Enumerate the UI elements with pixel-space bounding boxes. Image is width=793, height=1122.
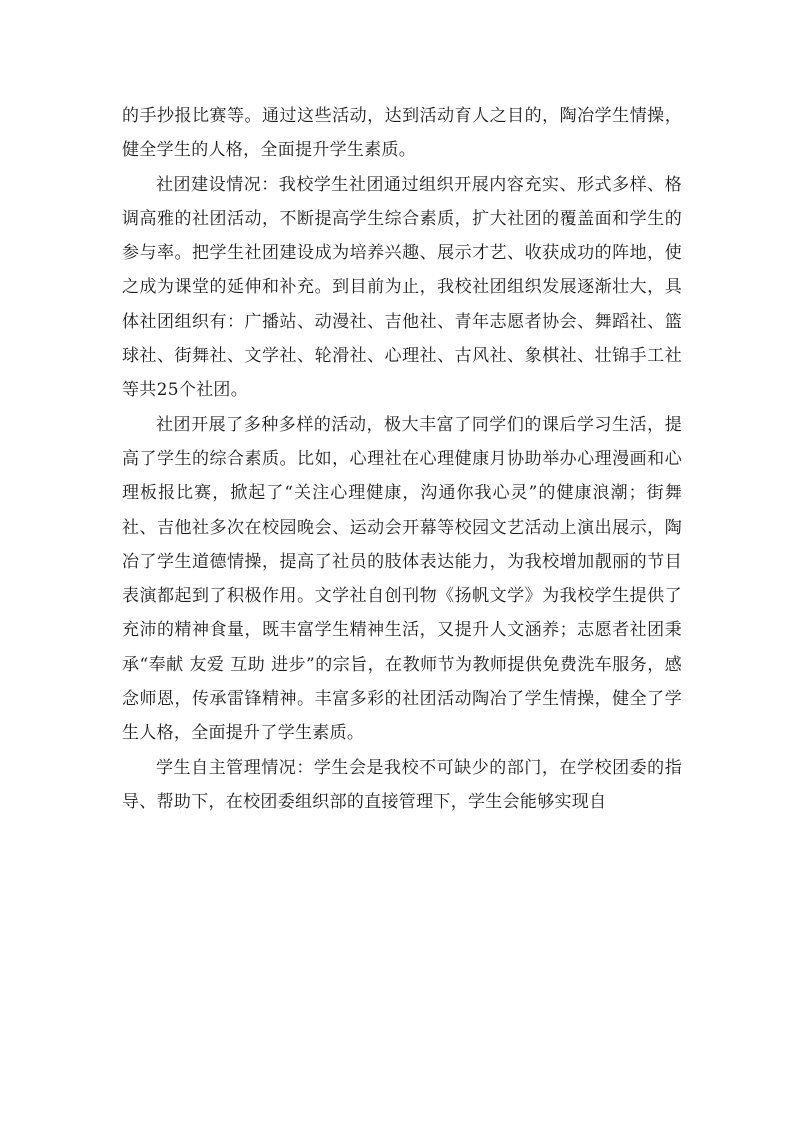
document-body bbox=[122, 99, 682, 819]
paragraph-3: 社团开展了多种多样的活动，极大丰富了同学们的课后学习生活，提高了学生的综合素质。比如，心理社在心理健康月协助举办心理漫画和心理板报比赛，掀起了“关注心理健康，沟通你我心灵”的健康浪潮；街舞社、吉他社多次在校园晚会、运动会开幕等校园文艺活动上演出展示，陶冶了学生道德情操，提高了社员的肢体表达能力，为我校增加靓丽的节目表演都起到了积极作用。文学社自创刊物《扬帆文学》为我校学生提供了充沛的精神食量，既丰富学生精神生活，又提升人文涵养；志愿者社团秉承“奉献 友爱 互助 进步”的宗旨，在教师节为教师提供免费洗车服务，感念师恩，传承雷锋精神。丰富多彩的社团活动陶冶了学生情操，健全了学生人格，全面提升了学生素质。 bbox=[122, 414, 682, 744]
paragraph-2: 社团建设情况：我校学生社团通过组织开展内容充实、形式多样、格调高雅的社团活动，不断提高学生综合素质，扩大社团的覆盖面和学生的参与率。把学生社团建设成为培养兴趣、展示才艺、收获成功的阵地，使之成为课堂的延伸和补充。到目前为止，我校社团组织发展逐渐壮大，具体社团组织有：广播站、动漫社、吉他社、青年志愿者协会、舞蹈社、篮球社、街舞社、文学社、轮滑社、心理社、古风社、象棋社、壮锦手工社等共25个社团。 bbox=[122, 174, 682, 401]
paragraph-4: 学生自主管理情况：学生会是我校不可缺少的部门，在学校团委的指导、帮助下，在校团委组织部的直接管理下，学生会能够实现自 bbox=[122, 757, 682, 812]
paragraph-1: 的手抄报比赛等。通过这些活动，达到活动育人之目的，陶冶学生情操，健全学生的人格，全面提升学生素质。 bbox=[122, 106, 682, 161]
